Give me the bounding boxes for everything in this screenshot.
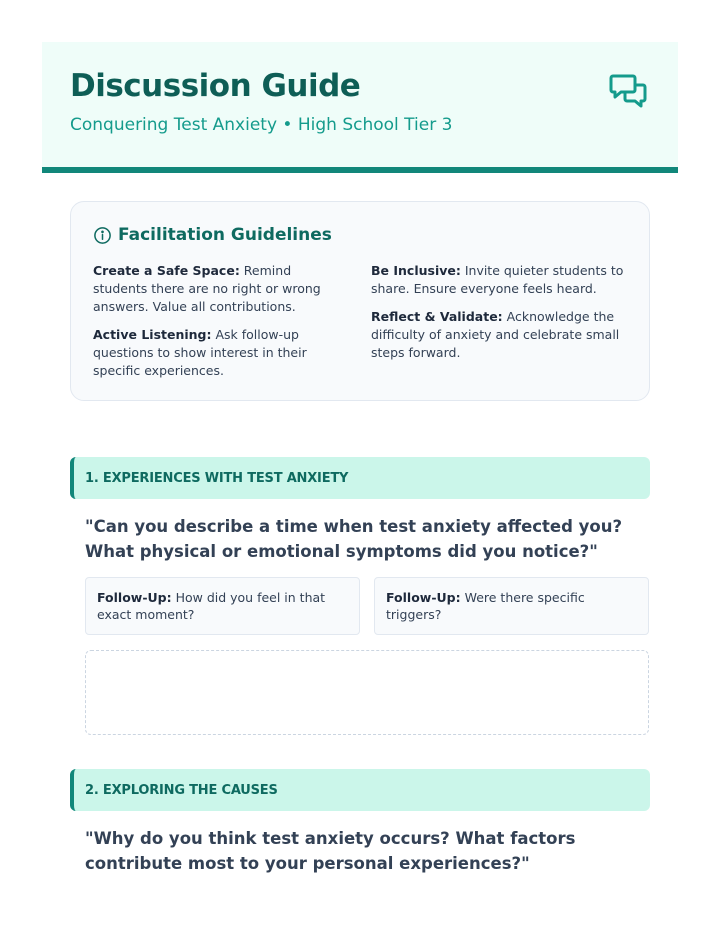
page-header [42,42,678,173]
section-title: 2. EXPLORING THE CAUSES [85,782,278,798]
section-1-header [70,457,650,499]
info-icon [93,226,112,245]
follow-up-card: Follow-Up: Were there specific triggers? [374,577,649,635]
facilitation-guidelines-card [70,201,650,401]
section-2-header [70,769,650,811]
guideline-item: Be Inclusive: Invite quieter students to share. Ensure everyone feels heard. [371,263,624,296]
section-2-question: "Why do you think test anxiety occurs? What factors contribute most to your personal experiences?" [85,829,576,873]
guidelines-title: Facilitation Guidelines [118,225,332,245]
page-subtitle: Conquering Test Anxiety • High School Tier 3 [70,115,453,135]
page-title: Discussion Guide [70,68,361,104]
follow-up-card: Follow-Up: How did you feel in that exact moment? [85,577,360,635]
guidelines-column-right [371,262,627,372]
guideline-item: Reflect & Validate: Acknowledge the difficulty of anxiety and celebrate small steps forward. [371,309,620,360]
guidelines-column-left [93,262,349,390]
answer-notes-area[interactable] [85,650,649,735]
section-title: 1. EXPERIENCES WITH TEST ANXIETY [85,470,349,486]
section-1-question: "Can you describe a time when test anxiety affected you? What physical or emotional symptoms did you notice?" [85,517,623,561]
guideline-item: Active Listening: Ask follow-up questions to show interest in their specific experiences. [93,327,307,378]
chat-bubbles-icon [608,70,650,112]
guideline-item: Create a Safe Space: Remind students there are no right or wrong answers. Value all contributions. [93,263,321,314]
guidelines-heading [93,225,332,245]
